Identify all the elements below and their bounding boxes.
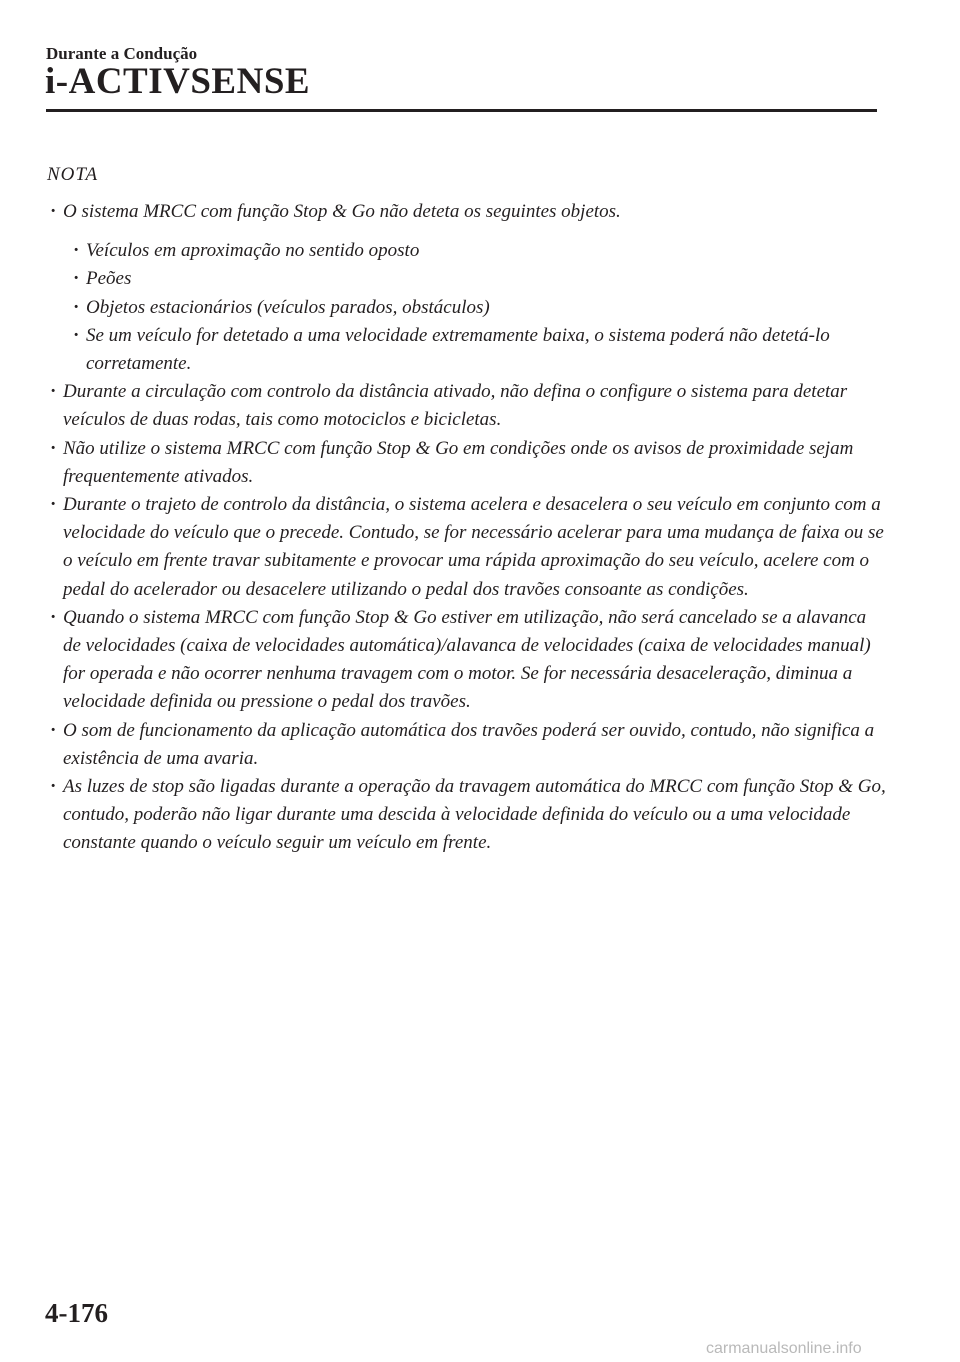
note-bullet: · O sistema MRCC com função Stop & Go não deteta os seguintes objetos. bbox=[47, 198, 887, 226]
sub-bullet: · Objetos estacionários (veículos parados, obstáculos) bbox=[70, 294, 887, 322]
note-bullet: · O som de funcionamento da aplicação automática dos travões poderá ser ouvido, contudo, não significa a existência de uma avaria. bbox=[47, 717, 887, 773]
sub-bullet: · Veículos em aproximação no sentido oposto bbox=[70, 237, 887, 265]
header-divider bbox=[46, 109, 877, 112]
note-bullet: · Não utilize o sistema MRCC com função Stop & Go em condições onde os avisos de proximidade sejam frequentemente ativados. bbox=[47, 435, 887, 491]
section-label: Durante a Condução bbox=[46, 44, 198, 63]
note-body bbox=[47, 198, 887, 858]
sub-bullet-list bbox=[47, 237, 887, 378]
note-bullet: · Durante o trajeto de controlo da distância, o sistema acelera e desacelera o seu veículo em conjunto com a velocidade do veículo que o precede. Contudo, se for necessário acelerar para uma mudança de faixa ou se o veículo em frente travar subitamente e provocar uma rápida aproximação do seu veículo, acelere com o pedal do acelerador ou desacelere utilizando o pedal dos travões consoante as condições. bbox=[47, 491, 887, 604]
sub-bullet: · Peões bbox=[70, 265, 887, 293]
note-heading: NOTA bbox=[47, 164, 99, 185]
note-bullet: · As luzes de stop são ligadas durante a operação da travagem automática do MRCC com função Stop & Go, contudo, poderão não ligar durante uma descida à velocidade definida do veículo ou a uma velocidade constante quando o veículo seguir um veículo em frente. bbox=[47, 773, 887, 858]
page-title: i-ACTIVSENSE bbox=[45, 61, 311, 102]
note-bullet: · Durante a circulação com controlo da distância ativado, não defina o configure o sistema para detetar veículos de duas rodas, tais como motociclos e bicicletas. bbox=[47, 378, 887, 434]
note-bullet: · Quando o sistema MRCC com função Stop & Go estiver em utilização, não será cancelado se a alavanca de velocidades (caixa de velocidades automática)/alavanca de velocidades (caixa de velocidades manual) for operada e não ocorrer nenhuma travagem com o motor. Se for necessária desaceleração, diminua a velocidade definida ou pressione o pedal dos travões. bbox=[47, 604, 887, 717]
page-number: 4-176 bbox=[45, 1298, 108, 1328]
sub-bullet: · Se um veículo for detetado a uma velocidade extremamente baixa, o sistema poderá não detetá-lo corretamente. bbox=[70, 322, 887, 378]
watermark: carmanualsonline.info bbox=[706, 1340, 862, 1357]
